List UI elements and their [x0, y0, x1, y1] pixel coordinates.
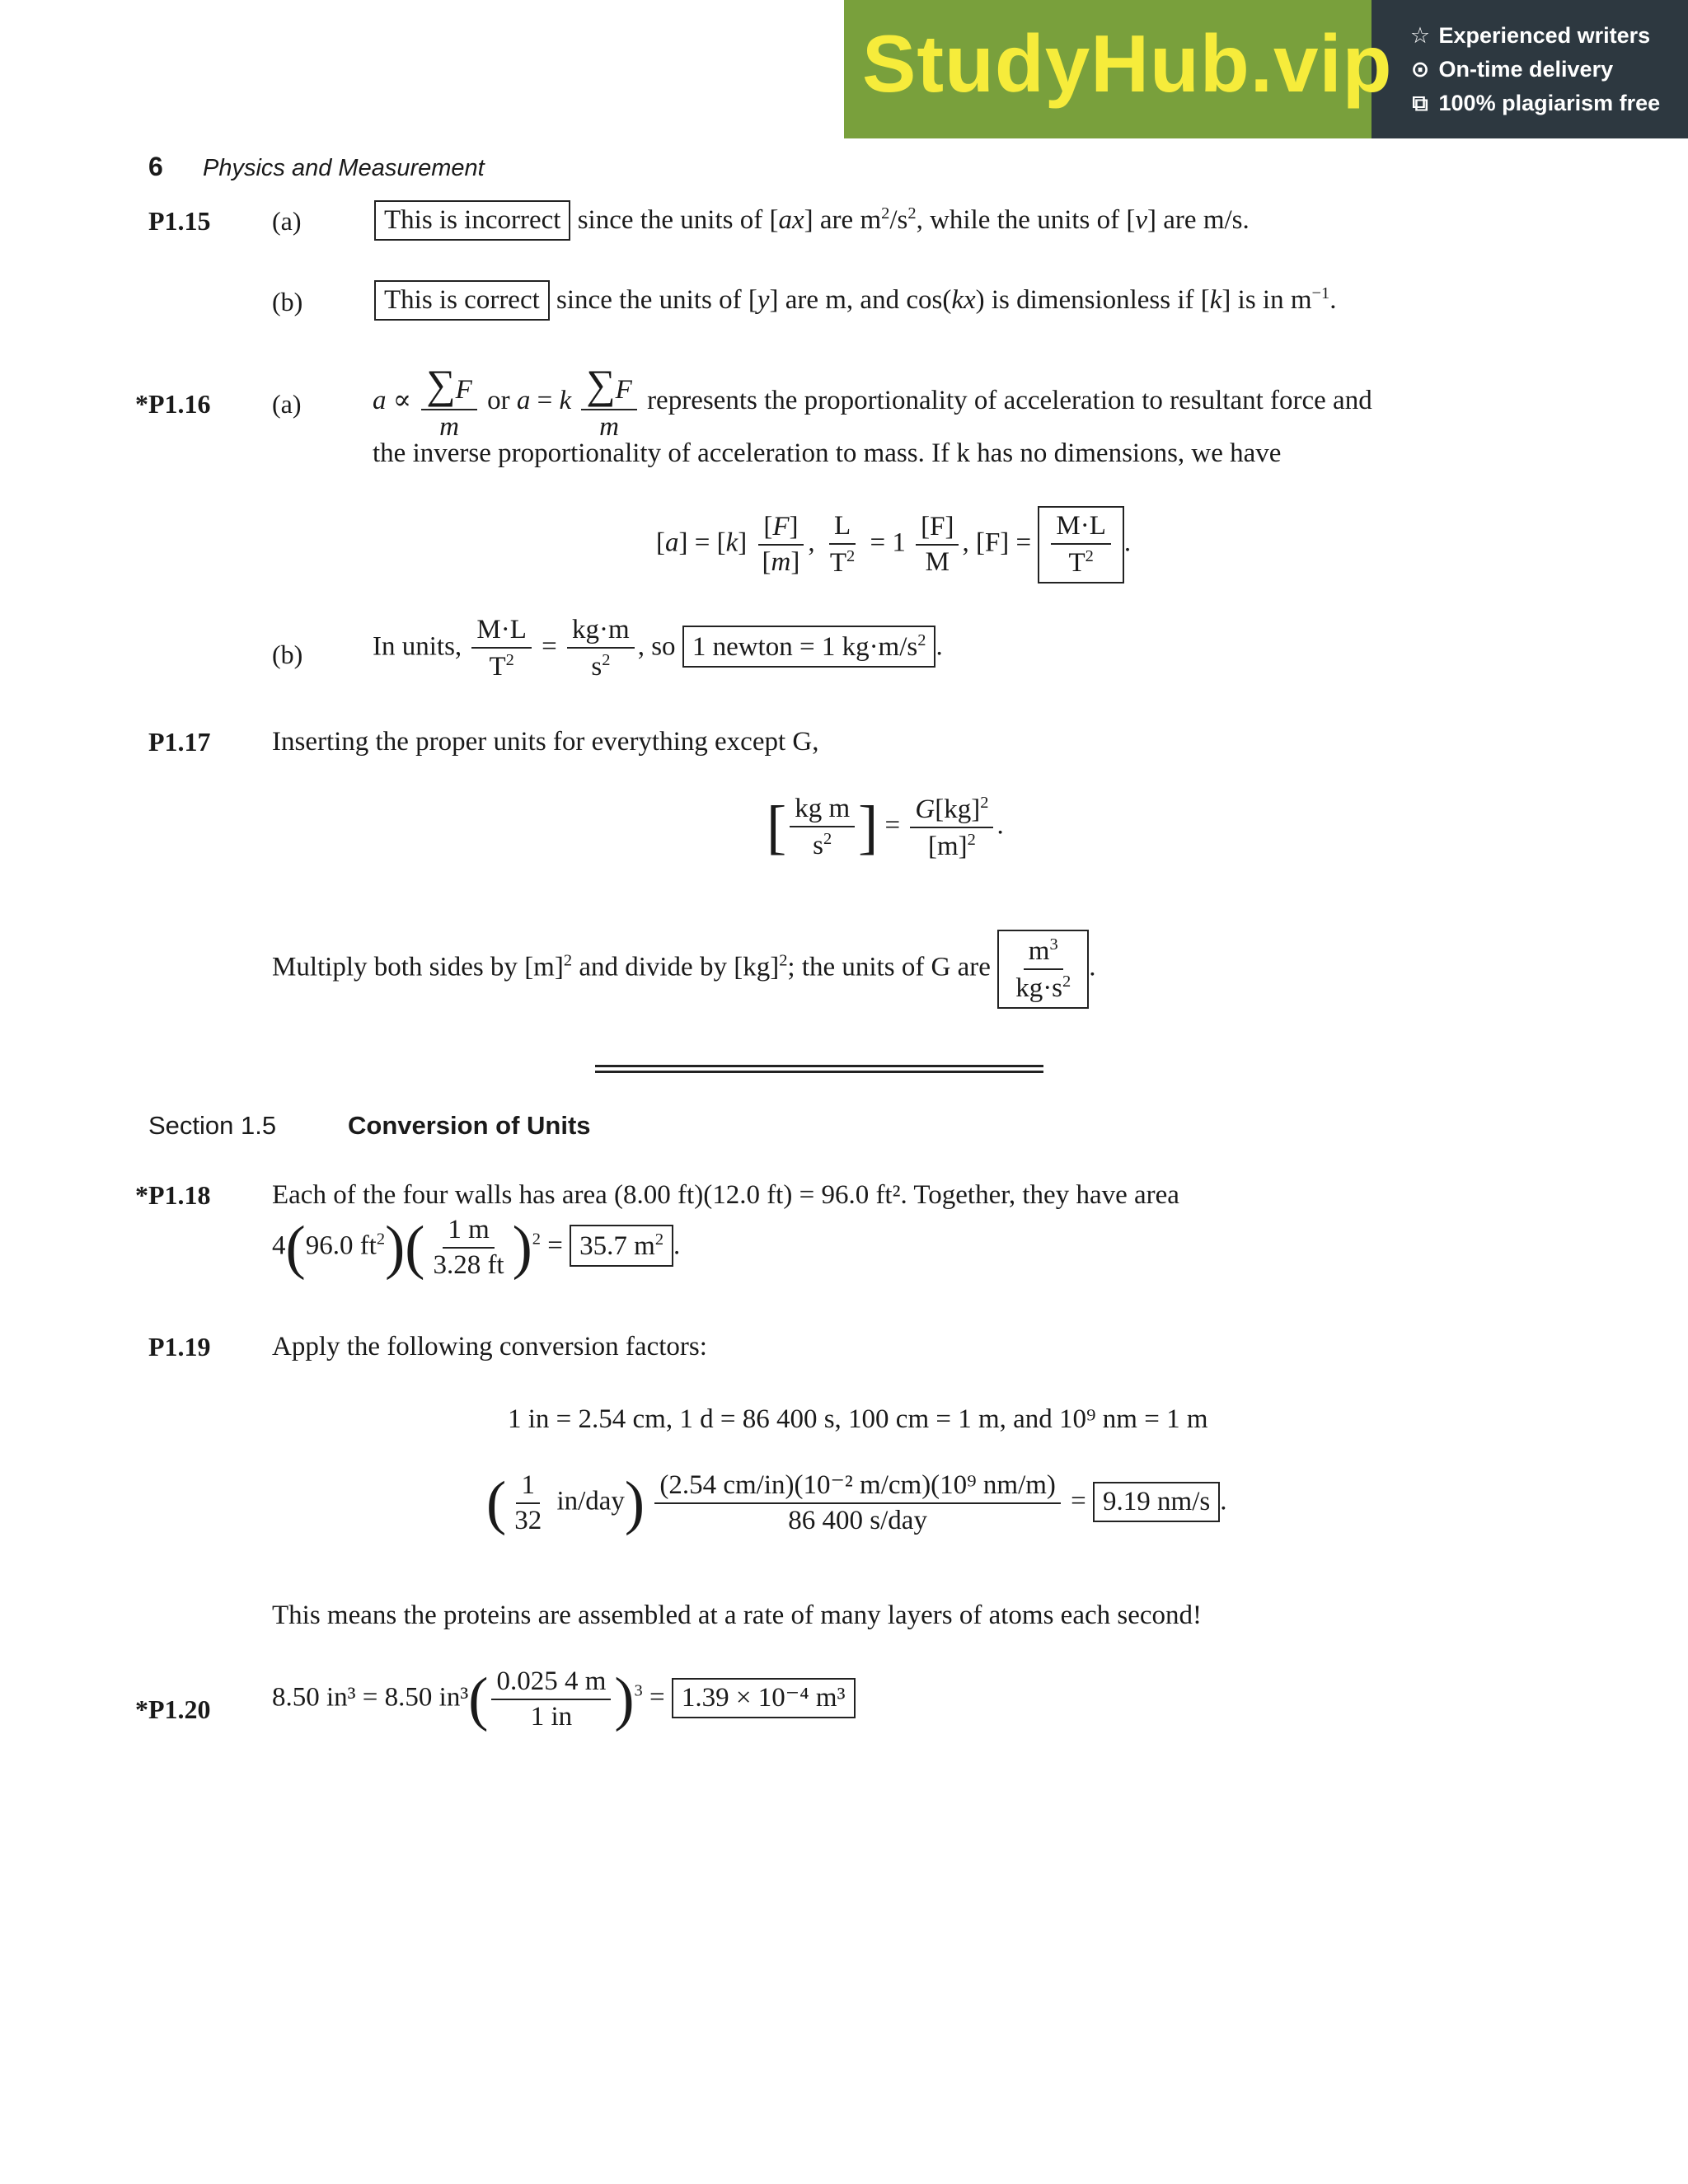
answer-box: 1.39 × 10⁻⁴ m³ — [672, 1678, 856, 1718]
star-outline-icon: ☆ — [1409, 23, 1431, 48]
problem-label: P1.17 — [148, 727, 211, 757]
clock-icon: ⊙ — [1410, 57, 1430, 82]
proportionality-equation: a ∝ $\frac{\sum F}{m}$ or a = k $\frac{\sum F}{m}$ represents the proportionality of acceleration to resultant force and — [373, 362, 1372, 442]
page-title: Physics and Measurement — [203, 155, 485, 181]
problem-label: P1.15 — [148, 206, 211, 236]
part-tag: (a) — [272, 206, 302, 236]
p117-result-line: Multiply both sides by $[m]^2$ and divide by [kg]$^2$; the units of G are $\frac{m^3}{kg\cdot s^2}$ . — [272, 930, 1096, 1009]
answer-box: $\frac{M\cdot L}{T^2}$ — [1038, 506, 1124, 583]
volume-conversion-equation: 8.50 in³ = 8.50 in³( $\frac{0.025 4 m}{1 in}$ )$^3$ = 1.39 × 10⁻⁴ m³ — [272, 1668, 856, 1731]
problem-label: *P1.18 — [135, 1180, 211, 1210]
feature-experienced-writers — [1408, 25, 1650, 47]
answer-box: 1 newton = 1 $kg\cdot m/s^2$ — [682, 626, 936, 668]
part-tag: (b) — [272, 640, 303, 669]
part-tag: (b) — [272, 287, 303, 316]
feature-label: On-time delivery — [1438, 57, 1614, 82]
answer-box: $\frac{m^3}{kg\cdot s^2}$ — [997, 930, 1089, 1009]
page-number: 6 — [148, 152, 163, 181]
section-title: Conversion of Units — [348, 1111, 591, 1140]
copy-icon: ⧉ — [1412, 91, 1428, 115]
section-divider — [595, 1071, 1043, 1073]
answer-box: 9.19 nm/s — [1093, 1482, 1220, 1522]
p119-text-line: Apply the following conversion factors: — [272, 1332, 707, 1361]
conversion-factors: 1 in = 2.54 cm, 1 d = 86 400 s, 100 cm = 1 m, and 10⁹ nm = 1 m — [508, 1404, 1208, 1434]
feature-label: 100% plagiarism free — [1438, 91, 1661, 115]
p118-text-line: Each of the four walls has area (8.00 ft)(12.0 ft) = 96.0 ft². Together, they have area — [272, 1180, 1179, 1210]
problem-label: P1.19 — [148, 1332, 211, 1361]
part-tag: (a) — [272, 389, 302, 419]
growth-rate-equation: ( $\frac{1}{32}$ in/day) $\frac{\text{(2.54 cm/in)(10⁻² m/cm)(10⁹ nm/m)}}{\text{86 400 s/day}}$ = 9.19 nm/s . — [486, 1469, 1227, 1536]
p119-conclusion: This means the proteins are assembled at a rate of many layers of atoms each second! — [272, 1601, 1202, 1630]
problem-label: *P1.20 — [135, 1694, 211, 1724]
answer-box: This is correct — [374, 280, 550, 321]
section-divider — [595, 1065, 1043, 1067]
p115-a-line: This is incorrect since the units of [ax] are $m^2/s^2$, while the units of [v] are m/s. — [374, 200, 1250, 241]
feature-plagiarism-free — [1408, 92, 1660, 115]
brand-logo[interactable]: StudyHub.vip — [862, 18, 1393, 109]
dimension-equation: [a] = [k] $\frac{[F]}{[m]}$ , $\frac{L}{T^2}$ = 1 $\frac{[F]}{M}$ , [F] = $\frac{M\cdot L}{T^2}$ . — [656, 506, 1131, 583]
problem-label: *P1.16 — [135, 389, 211, 419]
section-number: Section 1.5 — [148, 1111, 277, 1140]
feature-on-time-delivery — [1408, 59, 1613, 81]
answer-box: This is incorrect — [374, 200, 570, 241]
feature-label: Experienced writers — [1438, 23, 1651, 48]
wall-area-equation: 4(96.0 $ft^2$)( $\frac{1 m}{3.28 ft}$ )$^2$ = 35.7 $m^2$ . — [272, 1213, 681, 1281]
p116-text-line: the inverse proportionality of acceleration to mass. If k has no dimensions, we have — [373, 438, 1282, 468]
p115-b-line: This is correct since the units of [y] are m, and cos(kx) is dimensionless if [k] is in $m^{-1}$. — [374, 280, 1337, 321]
gravitation-units-equation: [ $\frac{\text{kg m}}{s^2}$ ] = $\frac{G[kg]^2}{[m]^2}$ . — [767, 793, 1004, 861]
answer-box: 35.7 $m^2$ — [570, 1225, 673, 1267]
newton-definition: In units, $\frac{M\cdot L}{T^2}$ = $\frac{kg\cdot m}{s^2}$ , so 1 newton = 1 $kg\cdot m/s^2$ . — [373, 615, 943, 682]
p117-text-line: Inserting the proper units for everything except G, — [272, 727, 819, 757]
